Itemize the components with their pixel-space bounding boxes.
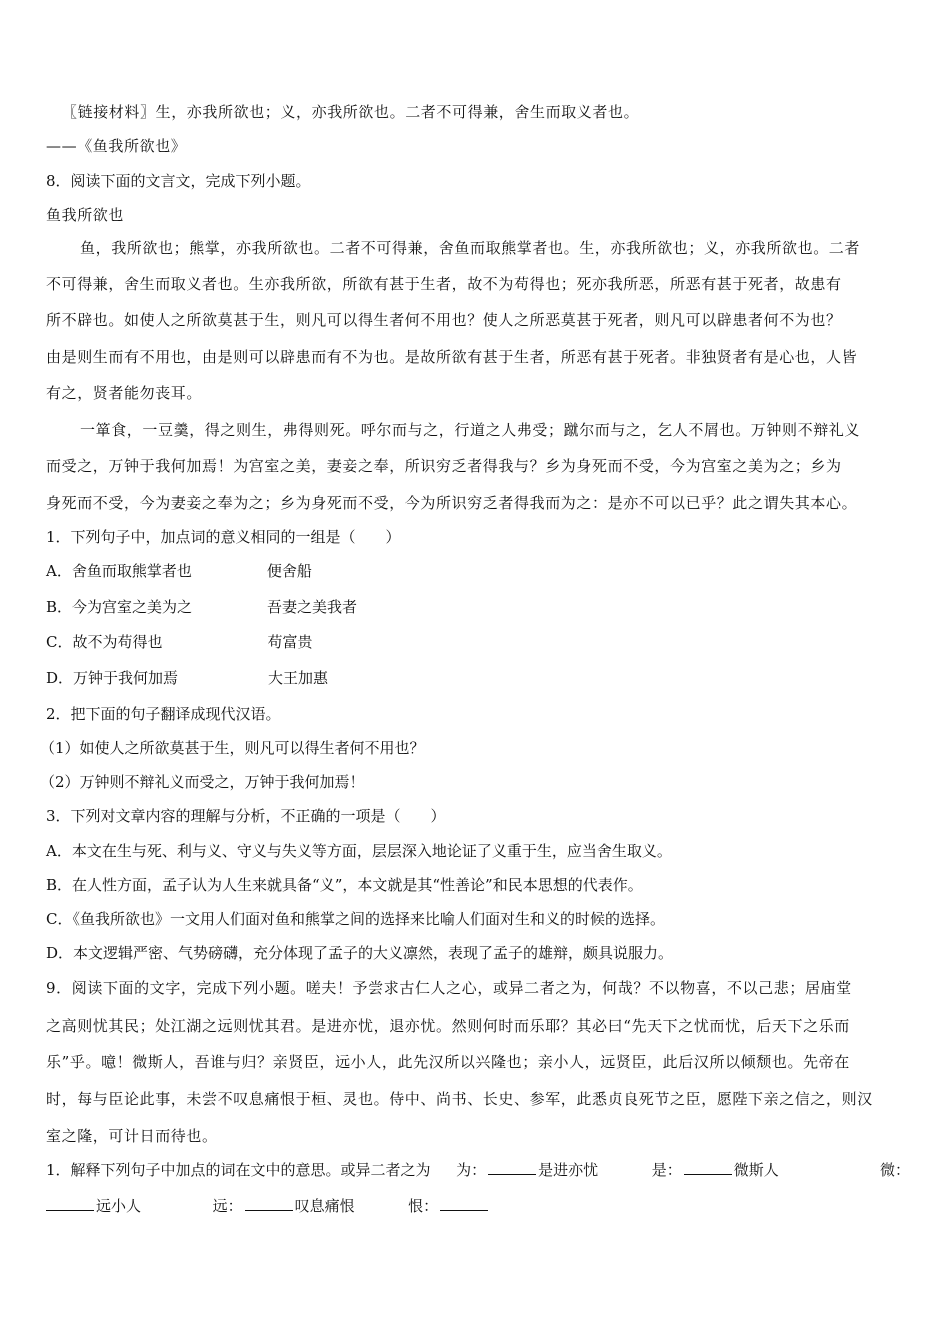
answer-blank[interactable] bbox=[245, 1196, 293, 1211]
option-a: A．舍鱼而取熊掌者也 便舍船 bbox=[46, 562, 312, 580]
link-source: ——《鱼我所欲也》 bbox=[46, 137, 187, 155]
q9-sub1-stem: 1．解释下列句子中加点的词在文中的意思。或异二者之为 bbox=[46, 1161, 431, 1179]
link-material: 〖链接材料〗生，亦我所欲也；义，亦我所欲也。二者不可得兼，舍生而取义者也。 bbox=[62, 103, 640, 121]
option-b: B．今为宫室之美为之 吾妻之美我者 bbox=[46, 598, 358, 616]
translate-item: （2）万钟则不辩礼义而受之，万钟于我何加焉！ bbox=[40, 773, 365, 791]
passage-line: 由是则生而有不用也，由是则可以辟患而有不为也。是故所欲有甚于生者，所恶有甚于死者。非独贤者有是心也，人皆 bbox=[46, 348, 858, 366]
q9-line: 之高则忧其民；处江湖之远则忧其君。是进亦忧，退亦忧。然则何时而乐耶？其必曰“先天下之忧而忧，后天下之乐而 bbox=[46, 1017, 850, 1035]
answer-blank[interactable] bbox=[488, 1160, 536, 1175]
answer-blank[interactable] bbox=[46, 1196, 94, 1211]
passage-line: 而受之，万钟于我何加焉！为宫室之美，妻妾之奉，所识穷乏者得我与？乡为身死而不受，今为宫室之美为之；乡为 bbox=[46, 457, 842, 475]
q8-heading: 8．阅读下面的文言文，完成下列小题。 bbox=[46, 172, 311, 190]
translate-item: （1）如使人之所欲莫甚于生，则凡可以得生者何不用也？ bbox=[40, 739, 425, 757]
option-b: B．在人性方面，孟子认为人生来就具备“义”，本文就是其“性善论”和民本思想的代表作。 bbox=[46, 876, 643, 894]
answer-blank[interactable] bbox=[440, 1196, 488, 1211]
q9-sub1-line: 远小人 远： 叹息痛恨 恨： bbox=[46, 1196, 910, 1216]
q8-sub1-stem: 1．下列句子中，加点词的意义相同的一组是（ ） bbox=[46, 528, 401, 546]
answer-blank[interactable] bbox=[684, 1160, 732, 1175]
q8-sub3-stem: 3．下列对文章内容的理解与分析，不正确的一项是（ ） bbox=[46, 807, 446, 825]
q9-line: 室之隆，可计日而待也。 bbox=[46, 1127, 218, 1145]
option-d: D．万钟于我何加焉 大王加惠 bbox=[46, 669, 329, 687]
q9-line: 乐”乎。噫！微斯人，吾谁与归？亲贤臣，远小人，此先汉所以兴隆也；亲小人，远贤臣，此后汉所以倾颓也。先帝在 bbox=[46, 1053, 850, 1071]
q8-sub2-stem: 2．把下面的句子翻译成现代汉语。 bbox=[46, 705, 281, 723]
passage-line: 所不辟也。如使人之所欲莫甚于生，则凡可以得生者何不用也？使人之所恶莫甚于死者，则凡可以辟患者何不为也？ bbox=[46, 311, 842, 329]
option-c: C．《鱼我所欲也》一文用人们面对鱼和熊掌之间的选择来比喻人们面对生和义的时候的选择。 bbox=[46, 910, 665, 928]
q9-line: 时，每与臣论此事，未尝不叹息痛恨于桓、灵也。侍中、尚书、长史、参军，此悉贞良死节之臣，愿陛下亲之信之，则汉 bbox=[46, 1090, 873, 1108]
option-c: C．故不为苟得也 苟富贵 bbox=[46, 633, 313, 651]
q9-sub1-line: 1．解释下列句子中加点的词在文中的意思。或异二者之为 为： 是进亦忧 是： 微斯人 微： bbox=[46, 1161, 910, 1179]
q9-line: 9．阅读下面的文字，完成下列小题。嗟夫！予尝求古仁人之心，或异二者之为，何哉？不以物喜，不以己悲；居庙堂 bbox=[46, 979, 852, 997]
option-d: D．本文逻辑严密、气势磅礴，充分体现了孟子的大义凛然，表现了孟子的雄辩，颇具说服力。 bbox=[46, 944, 674, 962]
passage-title: 鱼我所欲也 bbox=[46, 206, 125, 224]
passage-line: 不可得兼，舍生而取义者也。生亦我所欲，所欲有甚于生者，故不为苟得也；死亦我所恶，所恶有甚于死者，故患有 bbox=[46, 275, 842, 293]
passage-line: 有之，贤者能勿丧耳。 bbox=[46, 384, 203, 402]
passage-line: 身死而不受，今为妻妾之奉为之；乡为身死而不受，今为所识穷乏者得我而为之：是亦不可以已乎？此之谓失其本心。 bbox=[46, 494, 858, 512]
option-a: A．本文在生与死、利与义、守义与失义等方面，层层深入地论证了义重于生，应当舍生取义。 bbox=[46, 842, 672, 860]
passage-line: 鱼，我所欲也；熊掌，亦我所欲也。二者不可得兼，舍鱼而取熊掌者也。生，亦我所欲也；义，亦我所欲也。二者 bbox=[80, 239, 861, 257]
passage-line: 一箪食，一豆羹，得之则生，弗得则死。呼尔而与之，行道之人弗受；蹴尔而与之，乞人不屑也。万钟则不辩礼义 bbox=[80, 421, 861, 439]
